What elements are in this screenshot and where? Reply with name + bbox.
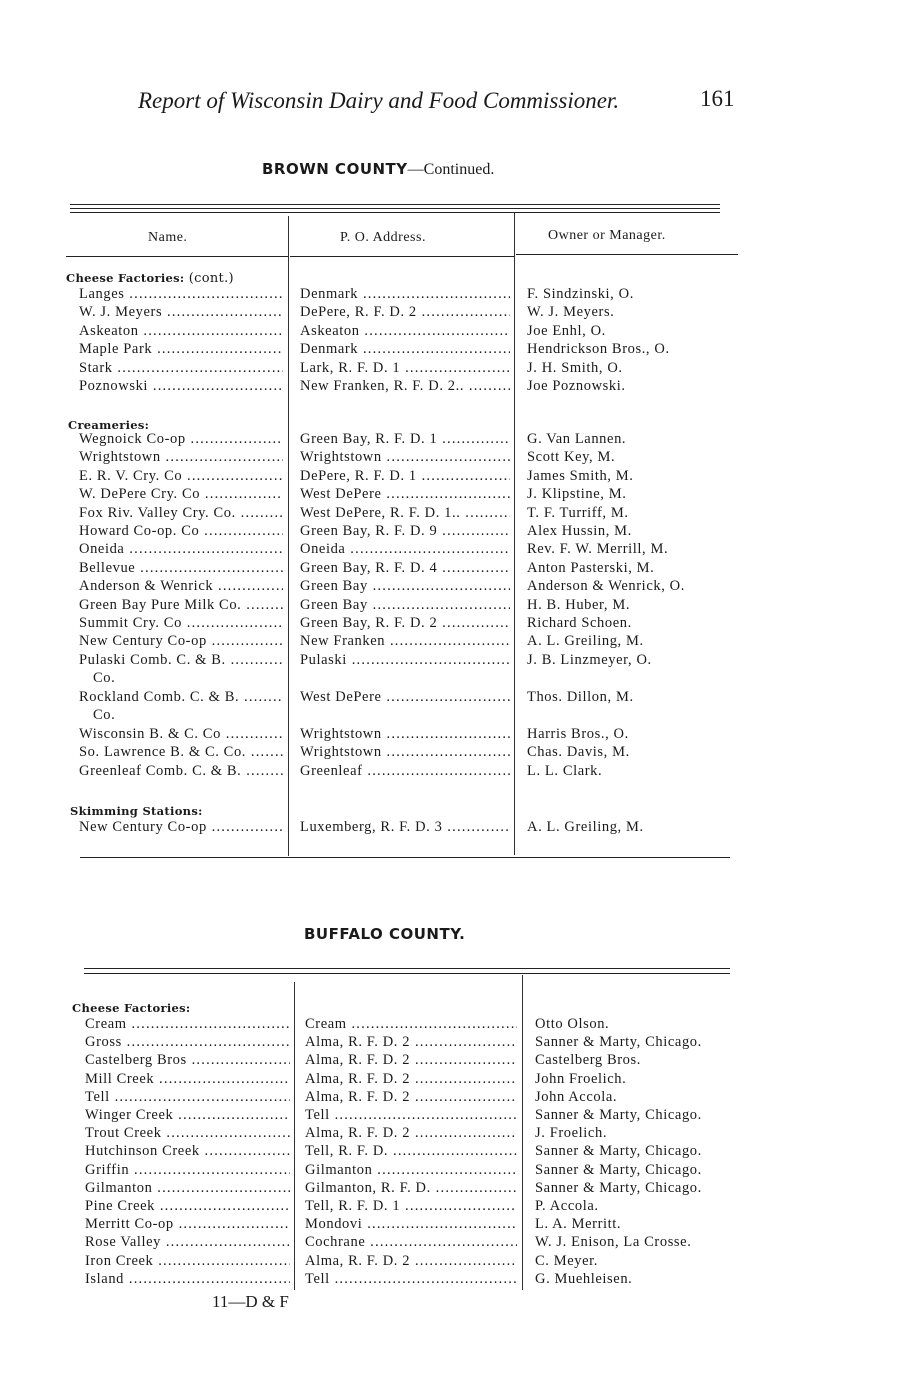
col-header-owner: Owner or Manager. xyxy=(548,228,666,243)
row-address: Wrightstown ..... xyxy=(300,448,510,466)
row-owner: J. H. Smith, O. xyxy=(527,359,623,376)
table-rule-top-2 xyxy=(70,208,720,209)
row-address: DePere, R. F. D. 1 ..... xyxy=(300,467,510,485)
row-owner: Scott Key, M. xyxy=(527,449,616,466)
row-name: W. J. Meyers ..... xyxy=(79,303,283,321)
row-address: Alma, R. F. D. 2 ..... xyxy=(305,1088,517,1106)
row-owner: J. B. Linzmeyer, O. xyxy=(527,651,652,668)
row-name: Castelberg Bros ..... xyxy=(85,1051,290,1069)
buffalo-rule-top-2 xyxy=(84,973,730,974)
row-name: Anderson & Wenrick ..... xyxy=(79,577,283,595)
row-owner: Sanner & Marty, Chicago. xyxy=(535,1143,702,1160)
row-owner: Sanner & Marty, Chicago. xyxy=(535,1034,702,1051)
row-address: West DePere, R. F. D. 1.. ..... xyxy=(300,504,510,522)
running-header: Report of Wisconsin Dairy and Food Commissioner. xyxy=(138,88,620,113)
row-owner: John Accola. xyxy=(535,1088,618,1105)
header-rule-owner xyxy=(516,254,738,255)
row-address: Green Bay, R. F. D. 4 ..... xyxy=(300,559,510,577)
row-name: New Century Co-op ..... xyxy=(79,818,283,836)
row-owner: A. L. Greiling, M. xyxy=(527,633,644,650)
brown-column-divider-2 xyxy=(514,212,515,855)
row-owner: Harris Bros., O. xyxy=(527,725,629,742)
row-name: Greenleaf Comb. C. & B. ..... xyxy=(79,762,283,780)
row-address: West DePere ..... xyxy=(300,485,510,503)
row-address: Lark, R. F. D. 1 ..... xyxy=(300,359,510,377)
page-number: 161 xyxy=(700,86,735,111)
row-address: Gilmanton, R. F. D. ..... xyxy=(305,1179,517,1197)
row-name: Summit Cry. Co ..... xyxy=(79,614,283,632)
row-address: Green Bay, R. F. D. 1 ..... xyxy=(300,430,510,448)
row-name: Fox Riv. Valley Cry. Co. ..... xyxy=(79,504,283,522)
row-name: Gross ..... xyxy=(85,1033,290,1051)
row-name: So. Lawrence B. & C. Co. ..... xyxy=(79,743,283,761)
row-address: Tell, R. F. D. ..... xyxy=(305,1142,517,1160)
row-name: Wisconsin B. & C. Co ..... xyxy=(79,725,283,743)
row-name: Winger Creek ..... xyxy=(85,1106,290,1124)
row-address: Tell, R. F. D. 1 ..... xyxy=(305,1197,517,1215)
row-address: Pulaski ..... xyxy=(300,651,510,669)
row-owner: Anton Pasterski, M. xyxy=(527,559,655,576)
buffalo-column-divider-2 xyxy=(522,975,523,1290)
row-name: Maple Park ..... xyxy=(79,340,283,358)
row-name-continued: Co. xyxy=(93,669,116,686)
row-address: DePere, R. F. D. 2 ..... xyxy=(300,303,510,321)
row-owner: H. B. Huber, M. xyxy=(527,596,631,613)
row-name: Trout Creek ..... xyxy=(85,1124,290,1142)
row-owner: James Smith, M. xyxy=(527,467,634,484)
row-address: Alma, R. F. D. 2 ..... xyxy=(305,1252,517,1270)
row-address: Cream ..... xyxy=(305,1015,517,1033)
table-rule-top-3 xyxy=(70,212,720,213)
brown-table-bottom-rule xyxy=(80,857,730,858)
row-address: Cochrane ..... xyxy=(305,1233,517,1251)
brown-skimming-heading: Skimming Stations: xyxy=(70,804,203,818)
row-name: Iron Creek ..... xyxy=(85,1252,290,1270)
row-address: Luxemberg, R. F. D. 3 ..... xyxy=(300,818,510,836)
row-name: Rose Valley ..... xyxy=(85,1233,290,1251)
col-header-name: Name. xyxy=(148,230,188,245)
row-name: Rockland Comb. C. & B. ..... xyxy=(79,688,283,706)
row-owner: Castelberg Bros. xyxy=(535,1052,641,1069)
row-owner: L. L. Clark. xyxy=(527,762,603,779)
row-name: Gilmanton ..... xyxy=(85,1179,290,1197)
row-address: Green Bay ..... xyxy=(300,577,510,595)
row-name-continued: Co. xyxy=(93,706,116,723)
brown-county-title xyxy=(262,160,494,179)
col-header-address: P. O. Address. xyxy=(340,230,426,245)
row-name: Howard Co-op. Co ..... xyxy=(79,522,283,540)
row-address: Denmark ..... xyxy=(300,285,510,303)
row-owner: Alex Hussin, M. xyxy=(527,523,632,539)
row-address: Greenleaf ..... xyxy=(300,762,510,780)
row-name: Mill Creek ..... xyxy=(85,1070,290,1088)
row-name: E. R. V. Cry. Co ..... xyxy=(79,467,283,485)
brown-cheese-label: Cheese Factories: xyxy=(66,271,185,285)
row-address: Alma, R. F. D. 2 ..... xyxy=(305,1070,517,1088)
row-address: Tell ..... xyxy=(305,1106,517,1124)
row-owner: F. Sindzinski, O. xyxy=(527,286,634,302)
row-owner: G. Van Lannen. xyxy=(527,431,627,447)
row-owner: A. L. Greiling, M. xyxy=(527,819,644,835)
row-name: Tell ..... xyxy=(85,1088,290,1106)
brown-county-name: BROWN COUNTY xyxy=(262,160,408,178)
signature-mark: 11—D & F xyxy=(212,1292,289,1311)
row-address: Alma, R. F. D. 2 ..... xyxy=(305,1033,517,1051)
row-address: Tell ..... xyxy=(305,1270,517,1288)
row-owner: G. Muehleisen. xyxy=(535,1270,633,1287)
row-owner: Hendrickson Bros., O. xyxy=(527,341,670,358)
row-name: Wrightstown ..... xyxy=(79,448,283,466)
row-name: Askeaton ..... xyxy=(79,322,283,340)
row-address: New Franken, R. F. D. 2.. ..... xyxy=(300,377,510,395)
row-address: Oneida ..... xyxy=(300,540,510,558)
row-owner: J. Froelich. xyxy=(535,1125,608,1142)
row-address: Mondovi ..... xyxy=(305,1215,517,1233)
row-address: Gilmanton ..... xyxy=(305,1161,517,1179)
row-name: Merritt Co-op ..... xyxy=(85,1215,290,1233)
row-name: Griffin ..... xyxy=(85,1161,290,1179)
row-owner: L. A. Merritt. xyxy=(535,1216,622,1233)
row-name: Island ..... xyxy=(85,1270,290,1288)
row-owner: Sanner & Marty, Chicago. xyxy=(535,1161,702,1178)
row-name: Hutchinson Creek ..... xyxy=(85,1142,290,1160)
row-owner: Rev. F. W. Merrill, M. xyxy=(527,541,669,558)
brown-county-continued: —Continued. xyxy=(407,161,495,178)
row-name: New Century Co-op ..... xyxy=(79,632,283,650)
buffalo-rule-top xyxy=(84,968,730,969)
row-owner: Sanner & Marty, Chicago. xyxy=(535,1107,702,1123)
table-rule-top xyxy=(70,204,720,205)
row-owner: John Froelich. xyxy=(535,1070,627,1087)
row-name: Bellevue ..... xyxy=(79,559,283,577)
header-rule-address xyxy=(290,256,514,257)
row-address: Wrightstown ..... xyxy=(300,725,510,743)
header-rule-name xyxy=(66,256,288,257)
row-name: Langes ..... xyxy=(79,285,283,303)
row-owner: Joe Enhl, O. xyxy=(527,322,606,339)
buffalo-cheese-heading: Cheese Factories: xyxy=(72,1001,191,1015)
row-owner: Otto Olson. xyxy=(535,1016,610,1032)
row-name: Cream ..... xyxy=(85,1015,290,1033)
row-owner: J. Klipstine, M. xyxy=(527,486,627,503)
row-owner: P. Accola. xyxy=(535,1198,599,1214)
brown-column-divider-1 xyxy=(288,216,289,856)
row-name: Pine Creek ..... xyxy=(85,1197,290,1215)
row-owner: C. Meyer. xyxy=(535,1252,598,1269)
buffalo-column-divider-1 xyxy=(294,982,295,1290)
brown-cheese-heading xyxy=(66,271,234,286)
row-address: New Franken ..... xyxy=(300,632,510,650)
row-address: Askeaton ..... xyxy=(300,322,510,340)
row-address: Green Bay, R. F. D. 9 ..... xyxy=(300,522,510,540)
row-owner: W. J. Meyers. xyxy=(527,304,615,321)
row-name: Pulaski Comb. C. & B. ..... xyxy=(79,651,283,669)
row-owner: W. J. Enison, La Crosse. xyxy=(535,1234,692,1251)
brown-cheese-suffix: (cont.) xyxy=(188,271,234,286)
row-name: Poznowski ..... xyxy=(79,377,283,395)
row-owner: Richard Schoen. xyxy=(527,615,632,631)
row-name: W. DePere Cry. Co ..... xyxy=(79,485,283,503)
row-address: Alma, R. F. D. 2 ..... xyxy=(305,1124,517,1142)
row-owner: Joe Poznowski. xyxy=(527,378,626,394)
row-owner: T. F. Turriff, M. xyxy=(527,504,629,521)
brown-creameries-heading: Creameries: xyxy=(68,418,150,432)
row-address: West DePere ..... xyxy=(300,688,510,706)
row-owner: Anderson & Wenrick, O. xyxy=(527,578,685,595)
row-name: Oneida ..... xyxy=(79,540,283,558)
row-address: Wrightstown ..... xyxy=(300,743,510,761)
buffalo-county-title: BUFFALO COUNTY. xyxy=(304,925,466,943)
row-address: Denmark ..... xyxy=(300,340,510,358)
row-name: Stark ..... xyxy=(79,359,283,377)
row-owner: Sanner & Marty, Chicago. xyxy=(535,1179,702,1196)
row-owner: Chas. Davis, M. xyxy=(527,744,630,761)
row-name: Wegnoick Co-op ..... xyxy=(79,430,283,448)
row-address: Green Bay, R. F. D. 2 ..... xyxy=(300,614,510,632)
row-address: Alma, R. F. D. 2 ..... xyxy=(305,1051,517,1069)
row-address: Green Bay ..... xyxy=(300,596,510,614)
row-name: Green Bay Pure Milk Co. ..... xyxy=(79,596,283,614)
row-owner: Thos. Dillon, M. xyxy=(527,688,634,705)
